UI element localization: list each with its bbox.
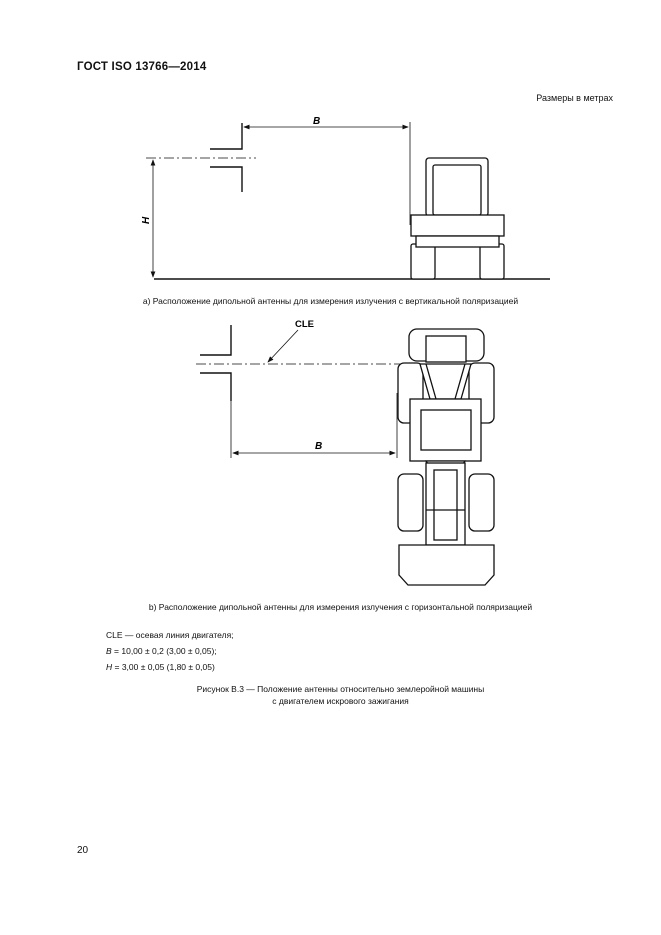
legend-value-b: = 10,00 ± 0,2 (3,00 ± 0,05); (111, 646, 217, 656)
document-header: ГОСТ ISO 13766—2014 (77, 61, 207, 73)
legend-value-h: = 3,00 ± 0,05 (1,80 ± 0,05) (112, 662, 215, 672)
legend (106, 627, 234, 675)
figure-title-line-1: Рисунок В.3 — Положение антенны относительно землеройной машины (196, 684, 485, 694)
cle-leader-line (268, 330, 298, 362)
units-note: Размеры в метрах (536, 93, 613, 103)
page-number: 20 (77, 845, 89, 856)
legend-line-b (106, 643, 234, 659)
figure-title-line-2: с двигателем искрового зажигания (272, 696, 409, 706)
legend-line-cle: CLE — осевая линия двигателя; (106, 630, 234, 640)
machine-top-view (398, 329, 494, 585)
dimension-h-label: H (141, 216, 152, 224)
caption-a: а) Расположение дипольной антенны для измерения излучения с вертикальной поляризацией (142, 296, 519, 306)
legend-var-b: B (106, 646, 112, 656)
caption-b: b) Расположение дипольной антенны для измерения излучения с горизонтальной поляризацией (148, 602, 533, 612)
figure-title (0, 683, 661, 707)
antenna-right-element (200, 373, 231, 401)
dimension-b-label-2: B (315, 441, 323, 452)
dimension-b-label: B (313, 116, 321, 127)
cle-label: CLE (295, 319, 314, 330)
legend-var-h: H (106, 662, 113, 672)
antenna-left-element (200, 325, 231, 355)
legend-line-h (106, 659, 234, 675)
